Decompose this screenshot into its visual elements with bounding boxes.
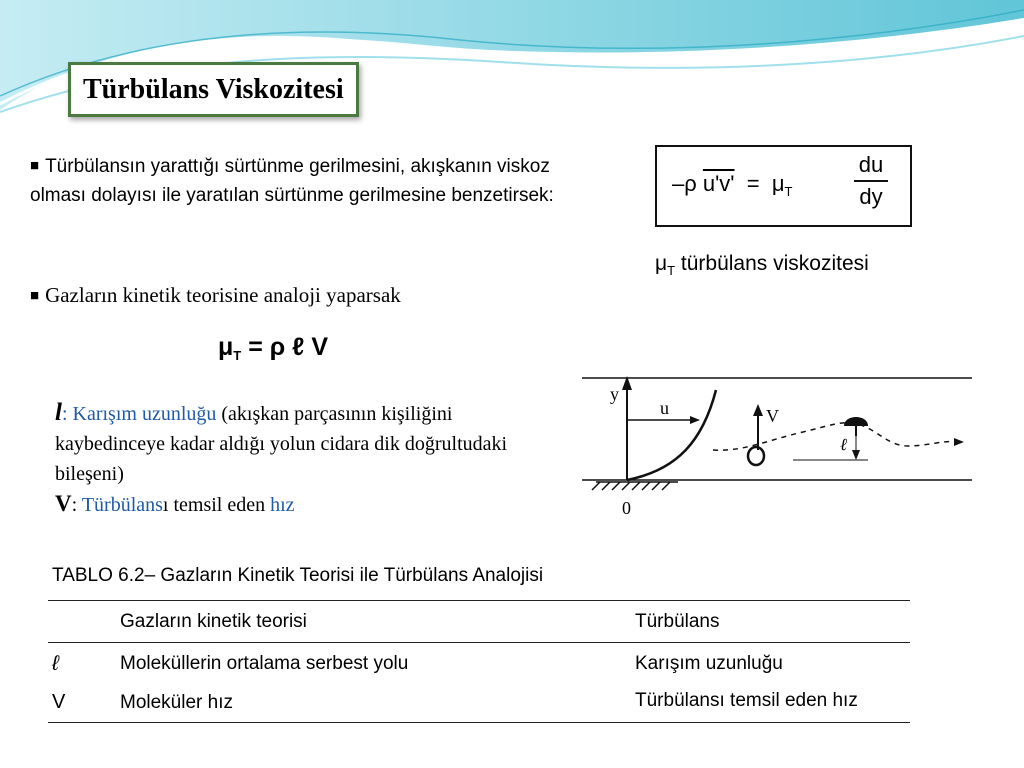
parcel-trajectory-path <box>713 423 956 451</box>
mixing-length-description: (akışkan parçasının kişiliğini kaybedinceye kadar aldığı yolun cidara dik doğrultudaki bileşeni) <box>55 403 508 485</box>
mu-symbol: μ <box>771 171 785 196</box>
equals-sign: = <box>746 171 760 196</box>
u-label: u <box>660 398 669 418</box>
table-row-1-turbulence: Karışım uzunluğu <box>635 653 783 674</box>
table-row-1-kinetic: Moleküllerin ortalama serbest yolu <box>120 653 409 674</box>
velocity-term: hız <box>270 494 295 516</box>
mu-symbol: μ <box>655 252 668 275</box>
mixing-length-arrow-head-icon <box>852 450 860 460</box>
definition-velocity <box>55 489 525 520</box>
y-axis-label: y <box>610 384 619 404</box>
fraction-denominator: dy <box>859 184 883 209</box>
v-arrow-head-icon <box>753 404 763 416</box>
table-header-kinetic: Gazların kinetik teorisi <box>120 611 307 632</box>
velocity-profile-curve <box>627 390 716 480</box>
mushroom-parcel-icon <box>844 417 868 426</box>
caption-text: türbülans viskozitesi <box>680 252 869 275</box>
fraction-numerator: du <box>854 152 888 182</box>
definition-mixing-length <box>55 398 525 489</box>
table-row-2-kinetic: Moleküler hız <box>120 692 233 713</box>
mu-subscript: T <box>233 348 242 363</box>
v-colon: : <box>71 494 78 516</box>
paragraph-kinetic-theory <box>30 281 570 310</box>
symbol-definitions <box>55 398 525 520</box>
mixing-length-diagram <box>578 370 1024 530</box>
l-colon: : <box>61 403 68 425</box>
mixing-length-term: Karışım uzunluğu <box>72 403 217 425</box>
table-row-2-symbol: V <box>52 691 66 713</box>
bullet-icon: ■ <box>30 288 40 304</box>
table-row-2-turbulence: Türbülansı temsil eden hız <box>635 690 858 711</box>
uv-product: u'v' <box>702 171 735 196</box>
table-header-turbulence: Türbülans <box>635 611 720 632</box>
mu-subscript: T <box>784 184 793 199</box>
turbulence-term: Türbülans <box>81 494 163 516</box>
mu-symbol: μ <box>218 333 234 361</box>
origin-label: 0 <box>622 498 631 518</box>
table-rule-bottom <box>48 722 910 723</box>
minus-rho: –ρ <box>672 171 697 196</box>
turbulent-viscosity-caption <box>655 252 869 278</box>
reynolds-stress-formula <box>655 145 912 227</box>
paragraph-text: Türbülansın yarattığı sürtünme gerilmesini, akışkanın viskoz olması dolayısı ile yaratılan sürtünme gerilmesine benzetirsek: <box>30 156 554 206</box>
formula-rest: = ρ ℓ V <box>248 333 329 361</box>
bullet-icon: ■ <box>30 157 40 174</box>
mu-subscript: T <box>667 263 676 278</box>
v-symbol: V <box>55 491 72 516</box>
u-arrow-head-icon <box>690 416 700 424</box>
mixing-length-formula <box>218 333 328 363</box>
wall-hatching <box>592 482 678 490</box>
l-symbol: l <box>55 399 62 426</box>
table-title: TABLO 6.2– Gazların Kinetik Teorisi ile Türbülans Analojisi <box>52 565 544 586</box>
fluid-parcel-icon <box>748 447 764 465</box>
formula-lhs <box>672 171 792 199</box>
mixing-length-label: ℓ <box>840 435 848 454</box>
velocity-description: ı temsil eden <box>162 494 266 516</box>
du-dy-fraction <box>854 152 888 210</box>
paragraph-friction-stress <box>30 151 570 210</box>
v-label: V <box>766 406 779 426</box>
trajectory-arrow-icon <box>954 438 964 446</box>
slide-title: Türbülans Viskozitesi <box>68 62 359 117</box>
table-rule-top <box>48 600 910 601</box>
table-rule-header <box>48 642 910 643</box>
paragraph-text: Gazların kinetik teorisine analoji yaparsak <box>45 283 401 307</box>
table-row-1-symbol: ℓ <box>52 652 59 675</box>
